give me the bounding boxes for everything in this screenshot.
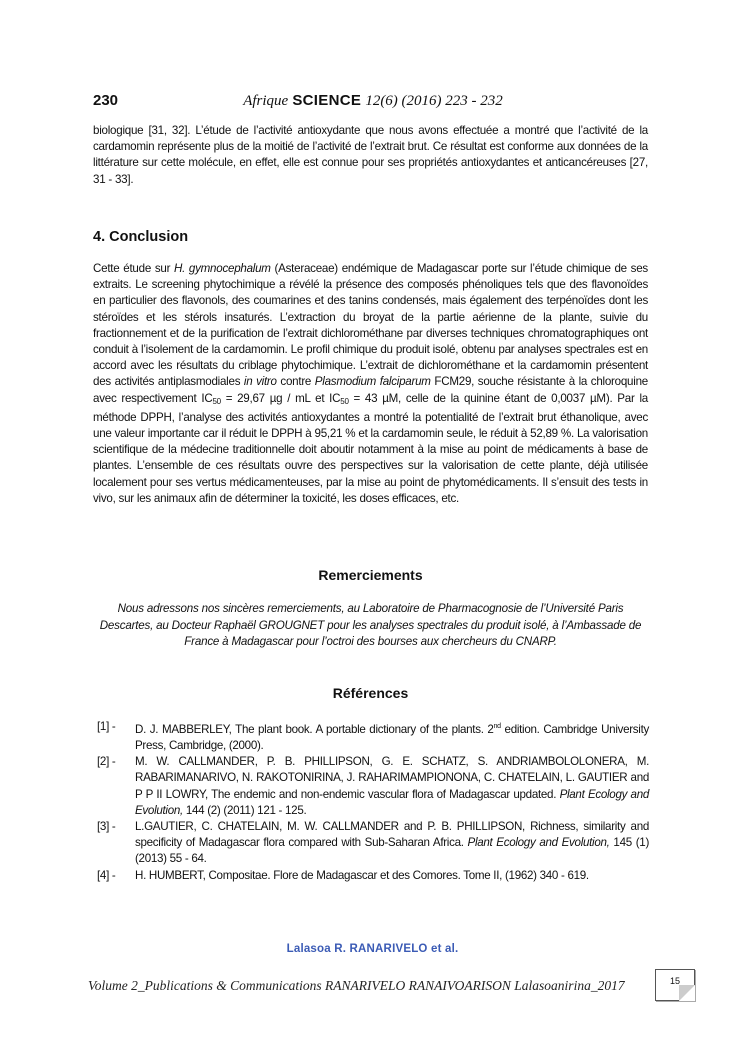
reference-number: [2] -	[97, 755, 116, 769]
species-name: H. gymnocephalum	[174, 262, 271, 275]
reference-item	[97, 719, 649, 754]
section-heading-remerciements: Remerciements	[318, 567, 423, 583]
reference-text: D. J. MABBERLEY, The plant book. A portable dictionary of the plants. 2nd edition. Cambridge University Press, Cambridge, (2000).	[135, 722, 650, 753]
reference-text: M. W. CALLMANDER, P. B. PHILLIPSON, G. E. SCHATZ, S. ANDRIAMBOLOLONERA, M. RABARIMANARIVO, N. RAKOTONIRINA, J. RAHARIMAMPIONONA, C. CHATELAIN, L. GAUTIER and P P II LOWRY, The endemic and non-endemic vascular flora of Madagascar updated. Plant Ecology and Evolution, 144 (2) (2011) 121 - 125.	[135, 755, 649, 817]
author-line: Lalasoa R. RANARIVELO et al.	[286, 943, 459, 955]
reference-item	[97, 819, 649, 868]
pathogen-name: Plasmodium falciparum	[314, 375, 431, 389]
reference-number: [1] -	[97, 720, 116, 733]
journal-name-science: SCIENCE	[292, 92, 362, 109]
reference-text: L.GAUTIER, C. CHATELAIN, M. W. CALLMANDER and P. B. PHILLIPSON, Richness, similarity and specificity of Madagascar flora compared with Sub-Saharan Africa. Plant Ecology and Evolution, 145 (1) (2013) 55 - 64.	[135, 820, 649, 866]
paragraph-continued: biologique [31, 32]. L’étude de l’activité antioxydante que nous avons effectuée a montré que l’activité de la cardamomin représente plus de la moitié de l’activité de l’extrait brut. Ce résultat est conforme aux données de la littérature sur cette molécule, en effet, elle est connue pour ses propriétés antioxydantes et anticancéreuses [27, 31 - 33].	[93, 124, 648, 186]
journal-citation	[93, 92, 653, 110]
footer-text: Volume 2_Publications & Communications RANARIVELO RANAIVOARISON Lalasoanirina_2017	[88, 978, 625, 993]
conclusion-paragraph: Cette étude sur H. gymnocephalum (Asteraceae) endémique de Madagascar porte sur l’étude chimique de ses extraits. Le screening phytochimique a révélé la présence des composés phénoliques tels que des flavonoïdes en particulier des flavonols, des coumarines et des tanins condensés, mais également des terpénoïdes dont les stéroïdes et les stérols insaturés. L’extraction du broyat de la partie aérienne de la plante, suivie du fractionnement et de la purification de l’extrait dichlorométhane par diverses techniques chromatographiques ont conduit à l’isolement de la cardamomin. Le profil chimique du produit isolé, obtenu par analyses spectrales est en accord avec les résultats du criblage phytochimique. L’extrait de dichlorométhane et la cardamomin présentent des activités antiplasmodiales in vitro contre Plasmodium falciparum FCM29, souche résistante à la chloroquine avec respectivement $IC_{50} = 29,67$ µg / mL et $IC_{50} = 43$ µM, celle de la quinine étant de 0,0037 µM). Par la méthode DPPH, l’analyse des activités antioxydantes a montré la potentialité de l’extrait brut éthanolique, avec une valeur importante car il réduit le DPPH à 95,21 % et la cardamomin seule, le réduit à 52,89 %. La valorisation scientifique de la médecine traditionnelle doit aboutir notamment à la mise au point de médicaments à base de plantes. L’ensemble de ces résultats ouvre des perspectives sur la valorisation de cette plante, déjà utilisée localement pour ses vertus médicamenteuses, par la mise au point de phytomédicaments. Il s’ensuit des tests in vivo, sur les animaux afin de déterminer la toxicité, les doses efficaces, etc.	[93, 262, 648, 505]
section-heading-conclusion: 4. Conclusion	[93, 229, 189, 245]
reference-number: [4] -	[97, 868, 116, 882]
page-fold-icon	[679, 985, 695, 1001]
page-number: 230	[93, 92, 119, 109]
reference-list	[97, 719, 649, 884]
reference-number: [3] -	[97, 820, 116, 834]
footer-page-box	[655, 969, 695, 1001]
section-heading-references: Références	[332, 685, 409, 701]
footer-page-number: 15	[669, 976, 680, 986]
running-header	[93, 92, 653, 114]
journal-name-afrique: Afrique	[243, 93, 289, 109]
reference-item	[97, 868, 649, 884]
reference-item	[97, 754, 649, 819]
reference-text: H. HUMBERT, Compositae. Flore de Madagascar et des Comores. Tome II, (1962) 340 - 619.	[135, 868, 589, 882]
journal-volume-pages: 12(6) (2016) 223 - 232	[365, 93, 503, 109]
acknowledgements-text: Nous adressons nos sincères remerciements, au Laboratoire de Pharmacognosie de l’Université Paris Descartes, au Docteur Raphaël GROUGNET pour les analyses spectrales du produit isolé, à l’Ambassade de France à Madagascar pour l’octroi des bourses aux chercheurs du CNARP.	[99, 602, 642, 648]
